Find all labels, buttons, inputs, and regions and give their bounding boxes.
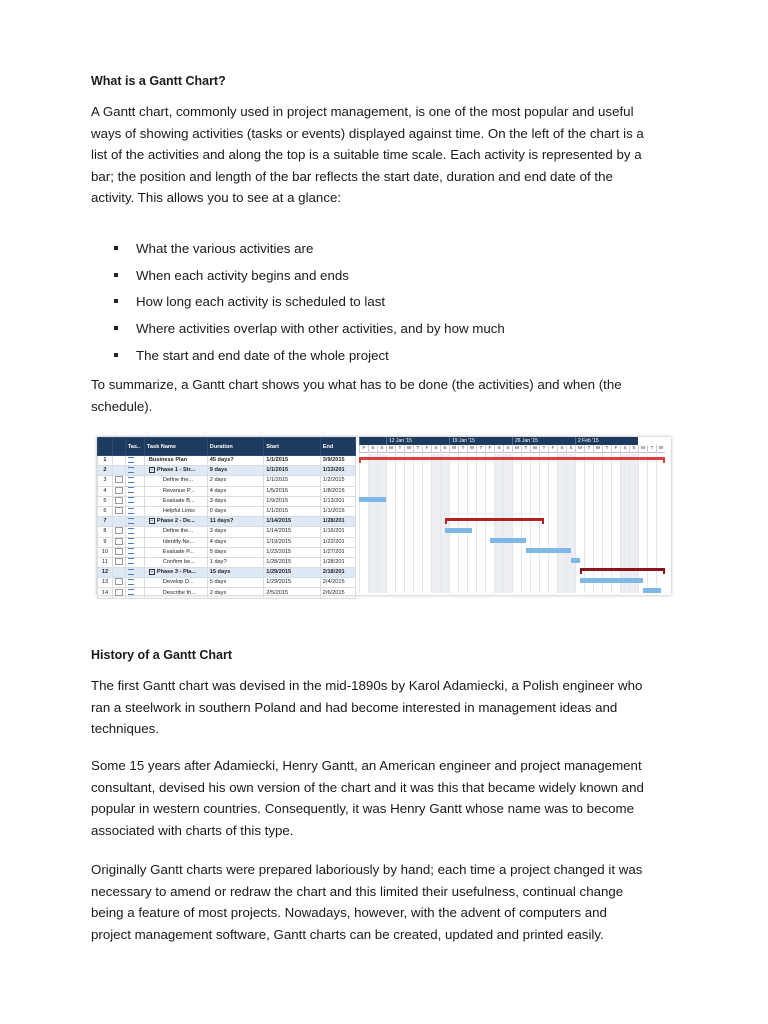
day-label: S (431, 445, 440, 453)
row-end: 2/4/2015 (320, 578, 355, 588)
summary-bar[interactable] (445, 518, 544, 521)
collapse-icon[interactable]: − (150, 517, 154, 523)
row-end: 1/16/201 (320, 527, 355, 537)
auto-schedule-icon (128, 538, 134, 544)
row-task-mode (125, 527, 144, 537)
bullet-marker-icon (114, 353, 118, 357)
history-line: associated with charts of this type. (91, 822, 294, 838)
gantt-task-row[interactable] (98, 568, 356, 578)
calendar-icon (115, 548, 123, 555)
day-label: T (476, 445, 485, 453)
row-task-mode (125, 466, 144, 476)
calendar-icon (115, 476, 123, 483)
auto-schedule-icon (128, 457, 134, 463)
collapse-icon[interactable]: − (150, 466, 154, 472)
day-label: S (557, 445, 566, 453)
bullet-marker-icon (114, 273, 118, 277)
history-paragraph-1 (91, 675, 681, 740)
row-duration: 3 days (207, 496, 264, 506)
gantt-task-row[interactable] (98, 537, 356, 547)
day-label: F (548, 445, 557, 453)
bullet-item: When each activity begins and ends (112, 266, 505, 293)
week-label: 26 Jan '15 (512, 437, 575, 445)
gantt-chart-figure (97, 437, 671, 595)
row-task-name: Evaluate P... (144, 547, 207, 557)
summary-line: To summarize, a Gantt chart shows you what has to be done (the activities) and when (the (91, 377, 622, 392)
day-label: W (530, 445, 539, 453)
auto-schedule-icon (128, 508, 134, 514)
history-line: techniques. (91, 721, 160, 736)
day-label: S (377, 445, 386, 453)
intro-line: bar; the position and length of the bar reflects the start date, duration and end date of the (91, 168, 613, 184)
day-label: S (566, 445, 575, 453)
row-task-mode (125, 496, 144, 506)
day-label: F (359, 445, 368, 453)
row-start: 1/29/2015 (264, 578, 321, 588)
bullet-marker-icon (114, 246, 118, 250)
row-task-name: Revenue P... (144, 486, 207, 496)
calendar-icon (115, 507, 123, 514)
row-id: 5 (98, 496, 113, 506)
row-id: 7 (98, 517, 113, 527)
row-id: 6 (98, 506, 113, 516)
day-label: S (503, 445, 512, 453)
task-bar[interactable] (571, 558, 580, 563)
row-task-mode (125, 588, 144, 598)
auto-schedule-icon (128, 579, 134, 585)
row-task-name: Evaluate B... (144, 496, 207, 506)
auto-schedule-icon (128, 548, 134, 554)
col-header-duration: Duration (207, 438, 264, 456)
gantt-task-row[interactable] (98, 527, 356, 537)
row-info (112, 568, 125, 578)
row-id: 9 (98, 537, 113, 547)
row-start: 1/23/2015 (264, 547, 321, 557)
day-label: M (512, 445, 521, 453)
auto-schedule-icon (128, 558, 134, 564)
row-task-name: − Phase 3 - Pla... (144, 568, 207, 578)
gantt-task-table (97, 437, 356, 599)
history-line: Originally Gantt charts were prepared laboriously by hand; each time a project changed it was (91, 862, 643, 877)
history-paragraph-2 (91, 755, 681, 841)
row-end: 1/28/201 (320, 517, 355, 527)
auto-schedule-icon (128, 497, 134, 503)
gantt-task-row[interactable] (98, 506, 356, 516)
history-line: consultant, devised his own version of the chart and it was this that became widely known and (91, 779, 644, 795)
auto-schedule-icon (128, 589, 134, 595)
gantt-task-row[interactable] (98, 578, 356, 588)
day-label: T (539, 445, 548, 453)
row-start: 1/19/2015 (264, 537, 321, 547)
history-line: project management software, Gantt charts can be created, updated and printed easily. (91, 926, 604, 942)
row-info (112, 557, 125, 567)
row-task-name: Define the... (144, 527, 207, 537)
calendar-icon (115, 589, 123, 596)
row-info (112, 537, 125, 547)
row-task-mode (125, 568, 144, 578)
week-label: 19 Jan '15 (449, 437, 512, 445)
row-task-name: Develop D... (144, 578, 207, 588)
row-id: 1 (98, 456, 113, 466)
row-info (112, 588, 125, 598)
row-task-mode (125, 547, 144, 557)
row-start: 1/1/2015 (264, 506, 321, 516)
bullet-marker-icon (114, 326, 118, 330)
row-id: 12 (98, 568, 113, 578)
row-duration: 0 days (207, 506, 264, 516)
bullet-item: What the various activities are (112, 239, 505, 266)
row-task-name: Confirm be... (144, 557, 207, 567)
gantt-task-row[interactable] (98, 588, 356, 598)
row-end: 1/13/201 (320, 466, 355, 476)
row-end: 1/22/201 (320, 537, 355, 547)
row-task-name: − Phase 2 - De... (144, 517, 207, 527)
summary-bar[interactable] (359, 457, 665, 460)
day-label: S (620, 445, 629, 453)
col-header-end: End (320, 438, 355, 456)
row-task-mode (125, 557, 144, 567)
day-label: F (485, 445, 494, 453)
day-label: M (575, 445, 584, 453)
day-label: F (422, 445, 431, 453)
row-start: 1/28/2015 (264, 557, 321, 567)
row-task-name: Helpful Links (144, 506, 207, 516)
calendar-icon (115, 487, 123, 494)
row-duration: 2 days (207, 588, 264, 598)
gantt-task-row[interactable] (98, 517, 356, 527)
row-task-mode (125, 476, 144, 486)
summary-bar[interactable] (580, 568, 666, 571)
row-task-name: Describe th... (144, 588, 207, 598)
intro-line: ways of showing activities (tasks or events) displayed against time. On the left of the chart is a (91, 125, 644, 141)
row-end: 3/9/2015 (320, 456, 355, 466)
col-header-task-name: Task Name (144, 438, 207, 456)
task-bar[interactable] (643, 588, 661, 593)
row-task-mode (125, 456, 144, 466)
intro-line: A Gantt chart, commonly used in project management, is one of the most popular and useful (91, 104, 634, 119)
intro-paragraph (91, 101, 681, 209)
row-start: 1/14/2015 (264, 527, 321, 537)
row-duration: 1 day? (207, 557, 264, 567)
row-end: 2/18/201 (320, 568, 355, 578)
row-info (112, 496, 125, 506)
week-label-leading (359, 437, 386, 445)
row-info (112, 527, 125, 537)
row-start: 1/1/2015 (264, 476, 321, 486)
row-id: 2 (98, 466, 113, 476)
row-task-mode (125, 537, 144, 547)
row-id: 3 (98, 476, 113, 486)
day-label: W (656, 445, 665, 453)
row-id: 11 (98, 557, 113, 567)
history-line: being a feature of most projects. Nowadays, however, with the advent of computers and (91, 905, 607, 920)
row-task-mode (125, 486, 144, 496)
row-end: 1/2/2015 (320, 476, 355, 486)
history-line: Some 15 years after Adamiecki, Henry Gantt, an American engineer and project management (91, 758, 642, 773)
collapse-icon[interactable]: − (150, 568, 154, 574)
row-task-name: Define the... (144, 476, 207, 486)
calendar-icon (115, 558, 123, 565)
summary-paragraph (91, 374, 681, 417)
task-bar[interactable] (580, 578, 643, 583)
row-id: 14 (98, 588, 113, 598)
row-info (112, 466, 125, 476)
calendar-icon (115, 497, 123, 504)
row-duration: 3 days (207, 527, 264, 537)
bullet-item: Where activities overlap with other activities, and by how much (112, 319, 505, 346)
bullet-list (112, 239, 505, 372)
day-label: T (458, 445, 467, 453)
day-label: S (629, 445, 638, 453)
task-bar[interactable] (526, 548, 571, 553)
history-line: ran a steelwork in southern Poland and had become interested in management ideas and (91, 699, 618, 715)
row-duration: 2 days (207, 476, 264, 486)
row-end: 1/1/2015 (320, 506, 355, 516)
row-info (112, 456, 125, 466)
row-duration: 15 days (207, 568, 264, 578)
gantt-task-row[interactable] (98, 476, 356, 486)
history-line: popular in western countries. Consequently, it was Henry Gantt whose name was to become (91, 801, 634, 816)
row-start: 1/9/2015 (264, 496, 321, 506)
row-end: 1/13/201 (320, 496, 355, 506)
intro-line: list of the activities and along the top is a suitable time scale. Each activity is represented by a (91, 147, 642, 162)
col-header-task-mode: Tas.. (125, 438, 144, 456)
task-bar[interactable] (490, 538, 526, 543)
bullet-marker-icon (114, 299, 118, 303)
day-label: S (440, 445, 449, 453)
summary-line: schedule). (91, 398, 153, 414)
col-header-id (98, 438, 113, 456)
row-duration: 4 days (207, 537, 264, 547)
day-label: W (593, 445, 602, 453)
row-task-name: Business Plan (144, 456, 207, 466)
gantt-task-row[interactable] (98, 547, 356, 557)
row-duration: 9 days (207, 466, 264, 476)
day-label: S (368, 445, 377, 453)
row-id: 8 (98, 527, 113, 537)
calendar-icon (115, 538, 123, 545)
row-id: 13 (98, 578, 113, 588)
day-label: W (404, 445, 413, 453)
row-task-mode (125, 506, 144, 516)
row-task-name: − Phase 1 - Str... (144, 466, 207, 476)
row-end: 1/28/201 (320, 557, 355, 567)
gantt-table-header (98, 438, 356, 456)
gantt-task-row[interactable] (98, 456, 356, 466)
gantt-timeline (359, 437, 671, 595)
history-paragraph-3 (91, 859, 681, 945)
day-label: T (584, 445, 593, 453)
week-label: 12 Jan '15 (386, 437, 449, 445)
day-label: T (602, 445, 611, 453)
row-duration: 45 days? (207, 456, 264, 466)
row-task-mode (125, 517, 144, 527)
row-info (112, 547, 125, 557)
row-info (112, 506, 125, 516)
row-end: 2/6/2015 (320, 588, 355, 598)
history-line: The first Gantt chart was devised in the mid-1890s by Karol Adamiecki, a Polish engineer who (91, 678, 643, 693)
day-label: T (413, 445, 422, 453)
row-end: 1/8/2015 (320, 486, 355, 496)
bullet-item: The start and end date of the whole project (112, 346, 505, 373)
auto-schedule-icon (128, 487, 134, 493)
row-info (112, 517, 125, 527)
row-start: 2/5/2015 (264, 588, 321, 598)
day-label: F (611, 445, 620, 453)
intro-line: activity. This allows you to see at a glance: (91, 190, 342, 205)
day-label: T (395, 445, 404, 453)
auto-schedule-icon (128, 467, 134, 473)
row-start: 1/29/2015 (264, 568, 321, 578)
heading-history: History of a Gantt Chart (91, 648, 232, 662)
auto-schedule-icon (128, 477, 134, 483)
row-start: 1/14/2015 (264, 517, 321, 527)
auto-schedule-icon (128, 528, 134, 534)
row-id: 4 (98, 486, 113, 496)
gantt-task-row[interactable] (98, 557, 356, 567)
row-task-mode (125, 578, 144, 588)
history-line: necessary to amend or redraw the chart and this limited their usefulness, continual change (91, 883, 624, 899)
day-label: T (647, 445, 656, 453)
calendar-icon (115, 578, 123, 585)
col-header-info (112, 438, 125, 456)
row-info (112, 486, 125, 496)
row-duration: 5 days (207, 578, 264, 588)
row-info (112, 578, 125, 588)
row-duration: 11 days? (207, 517, 264, 527)
row-duration: 5 days (207, 547, 264, 557)
day-label: M (449, 445, 458, 453)
calendar-icon (115, 527, 123, 534)
row-task-name: Identify Ne... (144, 537, 207, 547)
col-header-start: Start (264, 438, 321, 456)
task-bar[interactable] (359, 497, 386, 502)
day-label: M (638, 445, 647, 453)
heading-what-is-gantt: What is a Gantt Chart? (91, 74, 226, 88)
gantt-task-row[interactable] (98, 496, 356, 506)
day-label: S (494, 445, 503, 453)
auto-schedule-icon (128, 518, 134, 524)
day-label: W (467, 445, 476, 453)
row-info (112, 476, 125, 486)
day-label: M (386, 445, 395, 453)
gantt-task-row[interactable] (98, 466, 356, 476)
row-start: 1/1/2015 (264, 456, 321, 466)
row-start: 1/5/2015 (264, 486, 321, 496)
row-id: 10 (98, 547, 113, 557)
task-bar[interactable] (445, 528, 472, 533)
row-end: 1/27/201 (320, 547, 355, 557)
auto-schedule-icon (128, 569, 134, 575)
day-label: T (521, 445, 530, 453)
week-label: 2 Feb '15 (575, 437, 638, 445)
row-duration: 4 days (207, 486, 264, 496)
bullet-item: How long each activity is scheduled to last (112, 292, 505, 319)
row-start: 1/1/2015 (264, 466, 321, 476)
gantt-task-row[interactable] (98, 486, 356, 496)
